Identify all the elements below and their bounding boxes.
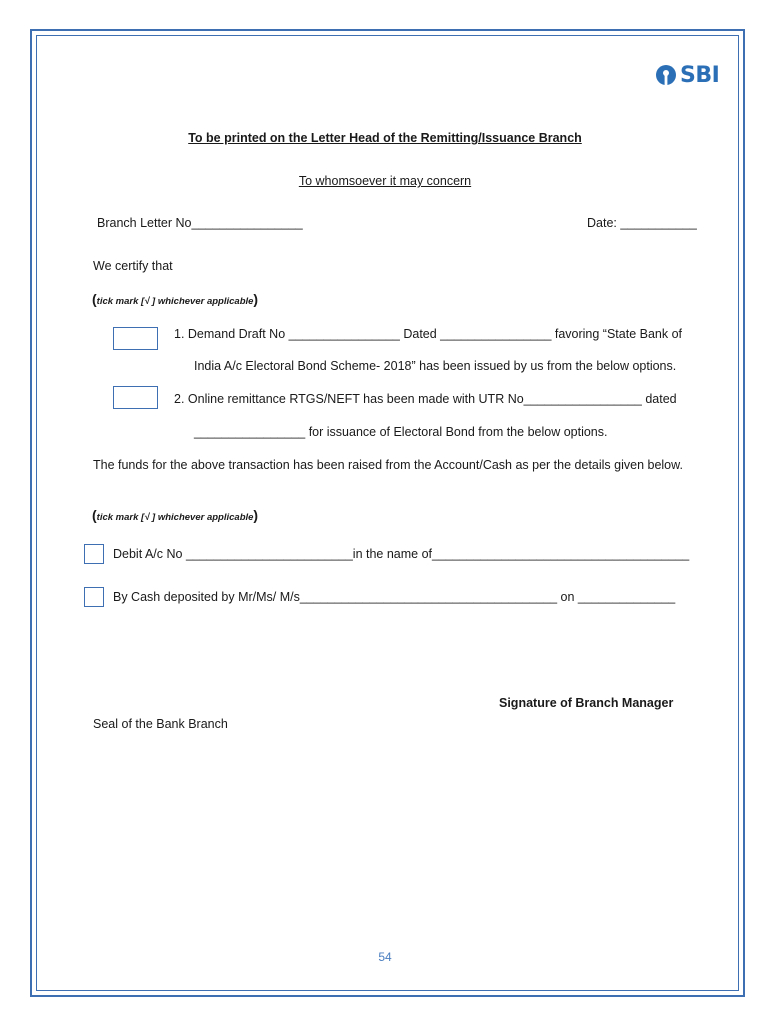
tick-note-2: (tick mark [√ ] whichever applicable) — [92, 507, 259, 523]
branch-letter-no: Branch Letter No________________ — [97, 216, 303, 230]
option-demand-draft-line2: India A/c Electoral Bond Scheme- 2018” has been issued by us from the below options. — [194, 359, 677, 373]
option-online-remittance-line2: ________________ for issuance of Electoral Bond from the below options. — [194, 425, 608, 439]
letter-date: Date: ___________ — [587, 216, 697, 230]
page-subtitle: To whomsoever it may concern — [298, 174, 472, 188]
demand-draft-checkbox[interactable] — [113, 327, 158, 350]
tick-note: (tick mark [√ ] whichever applicable) — [92, 291, 259, 307]
online-remittance-checkbox[interactable] — [113, 386, 158, 409]
option-demand-draft-line1: 1. Demand Draft No ________________ Dated ________________ favoring “State Bank of — [174, 327, 683, 341]
sbi-keyhole-icon — [655, 64, 677, 86]
signature-label: Signature of Branch Manager — [499, 696, 674, 710]
certify-text: We certify that — [93, 259, 173, 273]
logo-text: SBI — [680, 62, 720, 88]
sbi-logo — [655, 62, 719, 88]
funds-statement: The funds for the above transaction has been raised from the Account/Cash as per the details given below. — [93, 458, 683, 472]
cash-deposit-checkbox[interactable] — [84, 587, 104, 607]
page-number: 54 — [378, 950, 392, 964]
source-debit-account: Debit A/c No ________________________in the name of_____________________________________ — [113, 547, 690, 561]
source-cash-deposit: By Cash deposited by Mr/Ms/ M/s_____________________________________ on ______________ — [113, 590, 676, 604]
debit-account-checkbox[interactable] — [84, 544, 104, 564]
seal-label: Seal of the Bank Branch — [93, 717, 228, 731]
option-online-remittance-line1: 2. Online remittance RTGS/NEFT has been made with UTR No_________________ dated — [174, 392, 677, 406]
page-title: To be printed on the Letter Head of the Remitting/Issuance Branch — [188, 131, 582, 145]
